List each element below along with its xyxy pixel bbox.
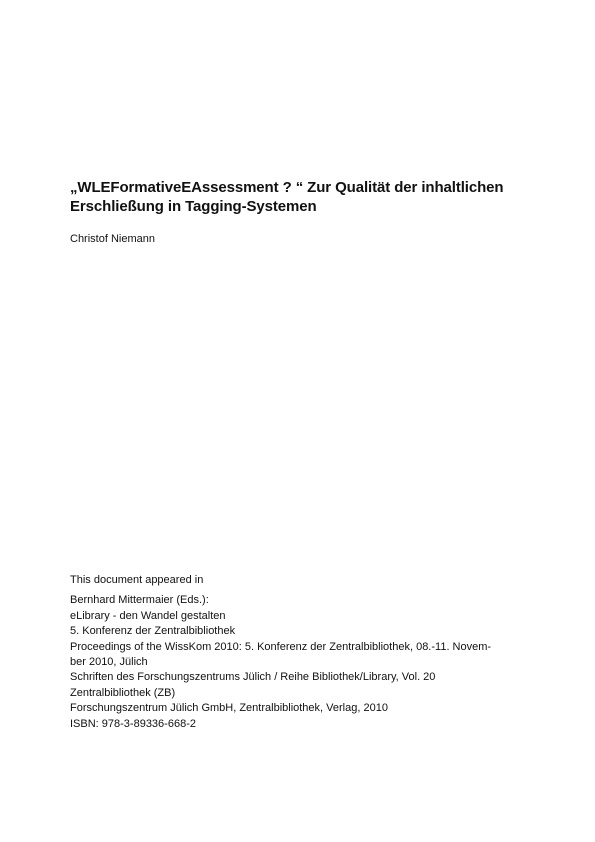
citation-line-conference: 5. Konferenz der Zentralbibliothek [70,625,236,638]
citation-line-series: Schriften des Forschungszentrums Jülich / Reihe Bibliothek/Library, Vol. 20 [70,671,436,684]
citation-block [70,573,530,732]
citation-line-book-title: eLibrary - den Wandel gestalten [70,609,226,622]
document-title [70,178,540,216]
title-block [70,178,540,216]
citation-line-editors: Bernhard Mittermaier (Eds.): [70,594,209,607]
title-line-1: „WLEFormativeEAssessment ? “ Zur Qualität der inhaltlichen [70,179,504,196]
title-line-2: Erschließung in Tagging-Systemen [70,198,317,215]
author-name: Christof Niemann [70,233,155,245]
citation-line-proceedings: Proceedings of the WissKom 2010: 5. Konferenz der Zentralbibliothek, 08.-11. Novem- [70,640,492,653]
citation-line-publisher: Forschungszentrum Jülich GmbH, Zentralbibliothek, Verlag, 2010 [70,702,388,715]
appeared-in-label: This document appeared in [70,574,204,586]
citation-line-isbn: ISBN: 978-3-89336-668-2 [70,717,196,730]
citation-line-proceedings-cont: ber 2010, Jülich [70,656,148,669]
citation-line-institution: Zentralbibliothek (ZB) [70,686,176,699]
